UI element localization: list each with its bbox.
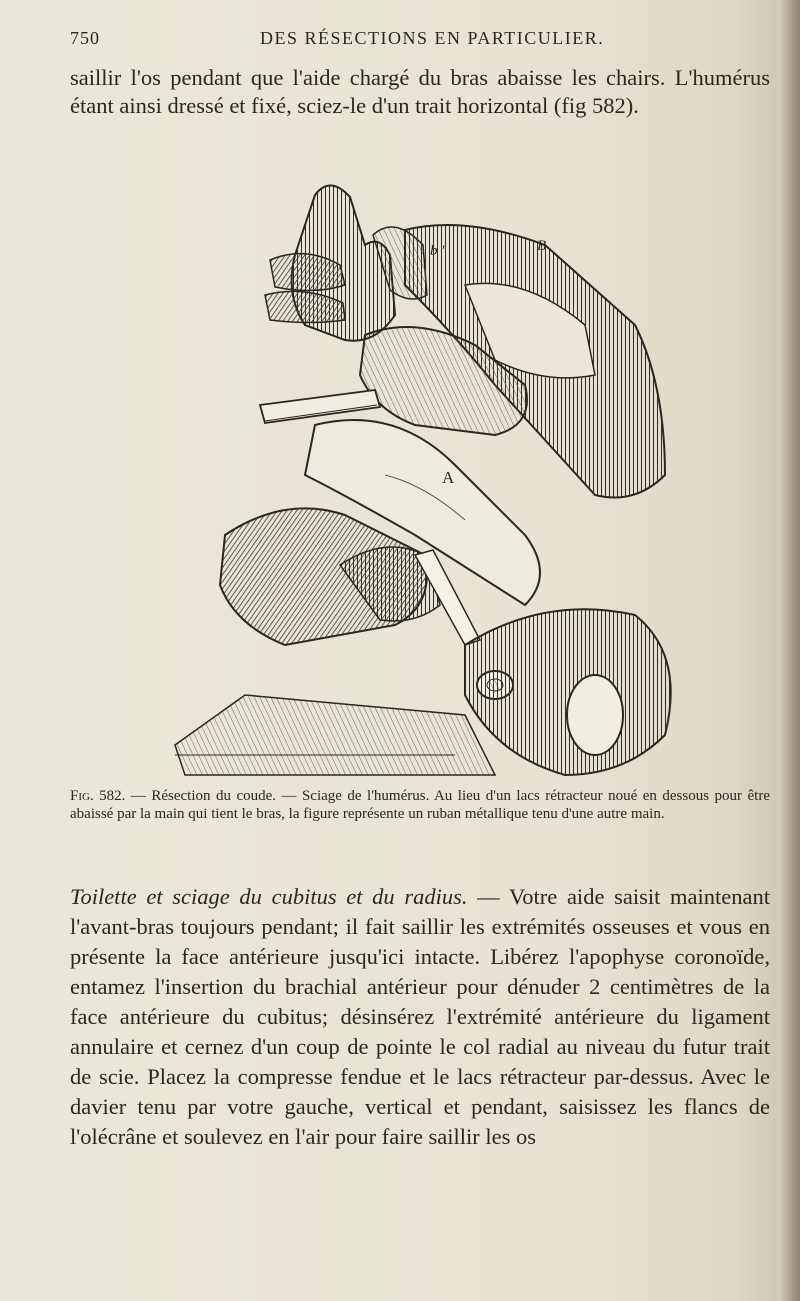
page-number: 750 [70,28,100,48]
figure-label-b-prime: b ′ [430,243,445,259]
engraving-figure [165,175,685,795]
running-head: DES RÉSECTIONS EN PARTICULIER. [260,28,605,48]
support-cushion [175,695,495,775]
forearm-lower [465,609,671,775]
assistant-hand-upper [265,185,427,340]
caption-text: — Résection du coude. — Sciage de l'humérus. Au lieu d'un lacs rétracteur noué en dessous pour être abaissé par la main qui tient le bras, la figure représente un ruban métallique tenu d'une autre main. [70,788,770,822]
section-text: — Votre aide saisit maintenant l'avant-bras toujours pendant; il fait saillir les extrémités osseuses et vous en présente la face antérieure jusqu'ici intacte. Libérez l'apophyse coronoïde, entamez l'insertion du brachial antérieur pour dénuder 2 centimètres de la face antérieure du cubitus; désinsérez l'extrémité antérieure du ligament annulaire et cernez d'un coup de pointe le col radial au niveau du futur trait de scie. Placez la compresse fendue et le lacs rétracteur par-dessus. Avec le davier tenu par votre gauche, vertical et pendant, saisissez les flancs de l'olécrâne et soulevez en l'air pour faire saillir les os [70,884,770,1149]
elbow-resection-illustration [165,175,685,795]
section-title: Toilette et sciage du cubitus et du radius. [70,884,468,909]
figure-label-a: A [442,468,455,487]
figure-caption [70,788,770,823]
page-edge [778,0,800,1301]
intro-paragraph: saillir l'os pendant que l'aide chargé du bras abaisse les chairs. L'humérus étant ainsi dressé et fixé, sciez-le d'un trait horizontal (fig 582). [70,65,770,118]
figure-label-b: B [537,238,547,254]
page-header [70,28,770,54]
section-paragraph [70,882,770,1152]
caption-figure-label: Fig. 582. [70,788,126,804]
